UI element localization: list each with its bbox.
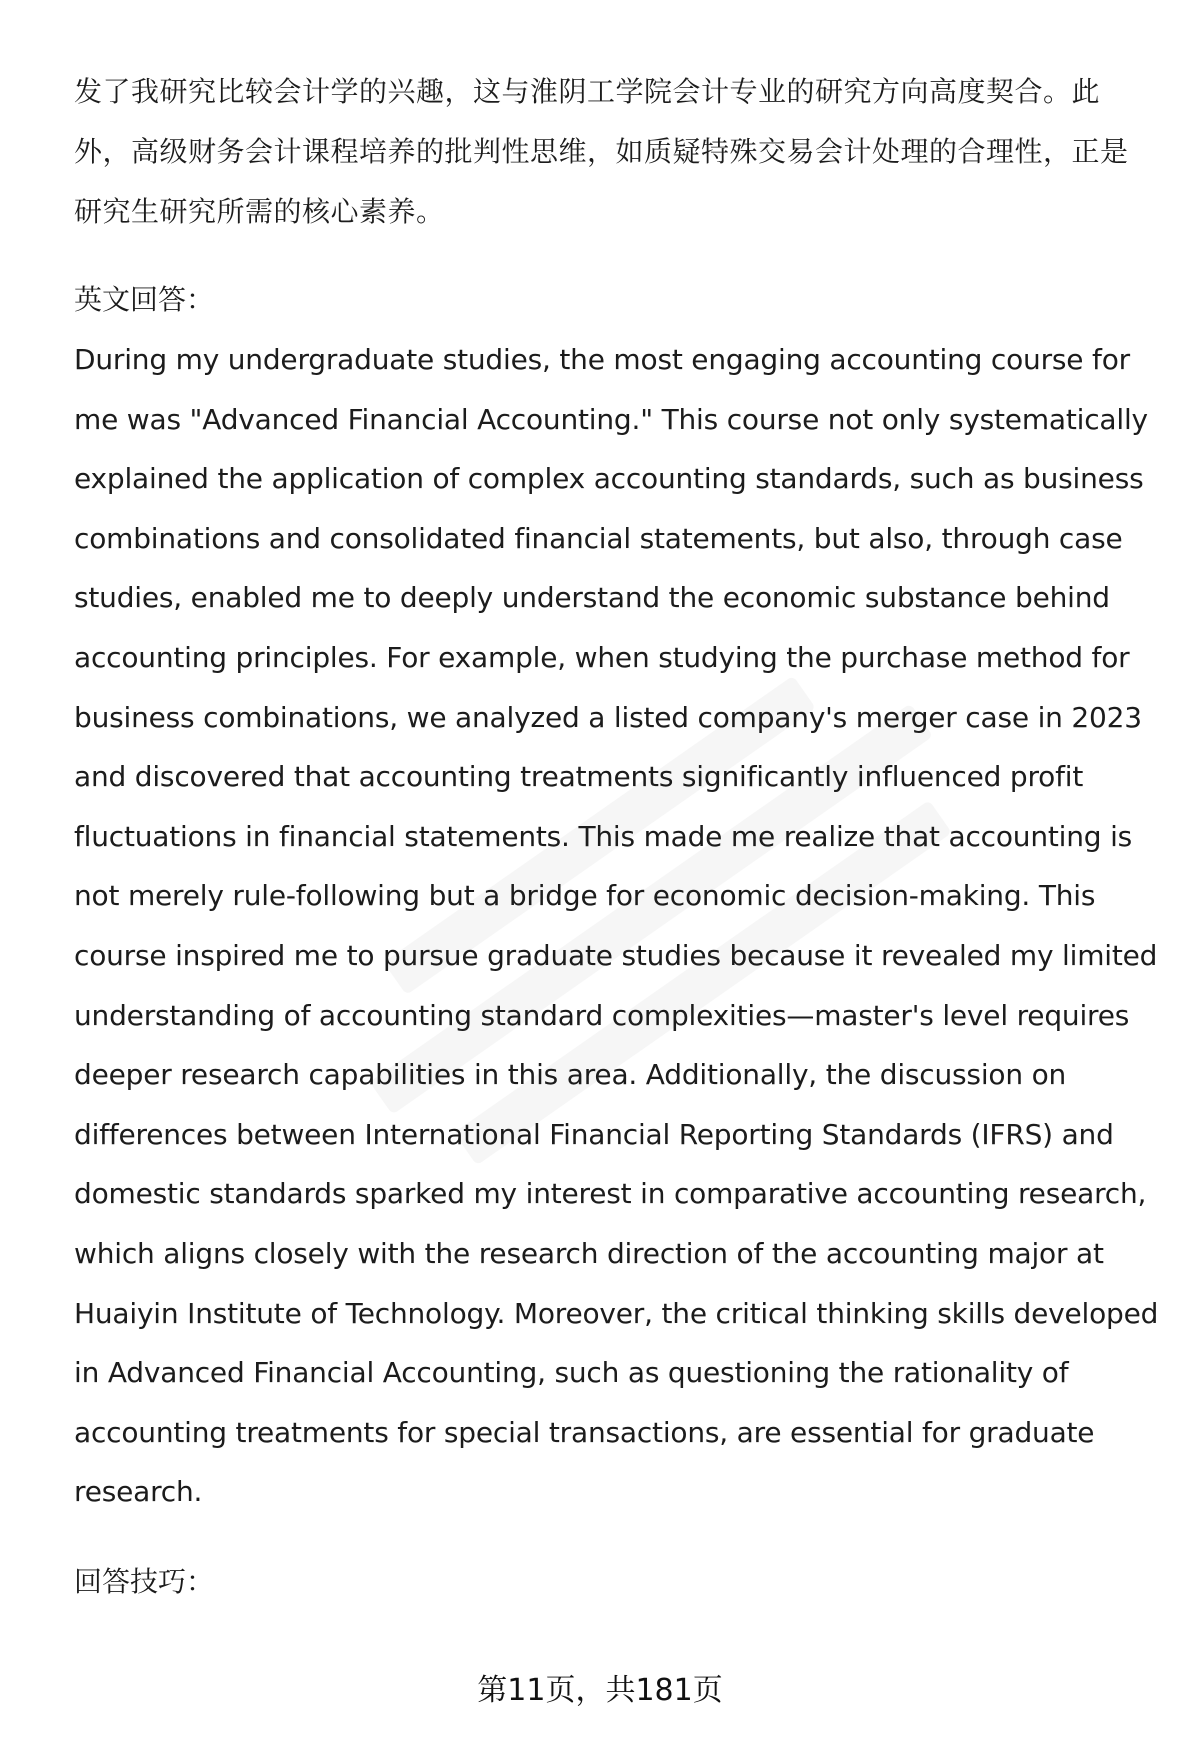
chinese-paragraph: 发了我研究比较会计学的兴趣，这与淮阴工学院会计专业的研究方向高度契合。此外，高级财务会计课程培养的批判性思维，如质疑特殊交易会计处理的合理性，正是研究生研究所需的核心素养。 [74,75,1129,228]
page-content [74,62,1159,1612]
tips-label: 回答技巧： [74,1564,215,1598]
english-answer-paragraph: During my undergraduate studies, the most engaging accounting course for me was "Advanced Financial Accounting." This course not only systematically explained the application of complex accounting standards, such as business combinations and consolidated financial statements, but also, through case studies, enabled me to deeply understand the economic substance behind accounting principles. For example, when studying the purchase method for business combinations, we analyzed a listed company's merger case in 2023 and discovered that accounting treatments significantly influenced profit fluctuations in financial statements. This made me realize that accounting is not merely rule-following but a bridge for economic decision-making. This course inspired me to pursue graduate studies because it revealed my limited understanding of accounting standard complexities—master's level requires deeper research capabilities in this area. Additionally, the discussion on differences between International Financial Reporting Standards (IFRS) and domestic standards sparked my interest in comparative accounting research, which aligns closely with the research direction of the accounting major at Huaiyin Institute of Technology. Moreover, the critical thinking skills developed in Advanced Financial Accounting, such as questioning the rationality of accounting treatments for special transactions, are essential for graduate research. [74,343,1159,1509]
page-footer: 第11页，共181页 [477,1673,723,1708]
english-answer-label: 英文回答： [74,283,215,316]
